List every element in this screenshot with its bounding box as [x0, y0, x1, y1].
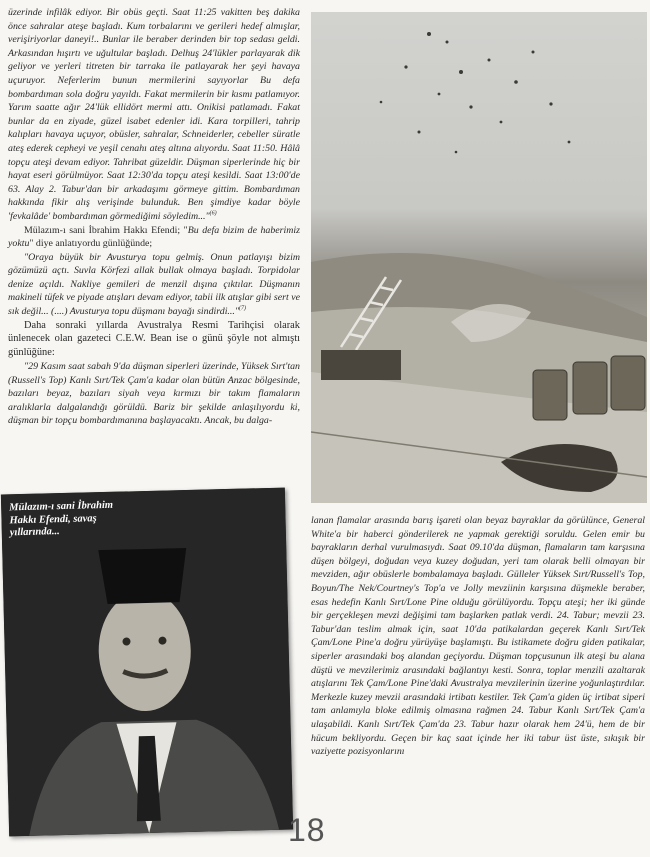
left-text-column [8, 6, 300, 428]
paragraph-intro-hakki: Mülazım-ı sani İbrahim Hakkı Efendi; "Bu defa bizim de haberimiz yoktu" diye anlatıyordu günlüğünde; [8, 224, 300, 250]
battlefield-photo [311, 12, 647, 503]
paragraph-diary-hakki: "Oraya büyük bir Avusturya topu gelmiş. Onun patlayışı bizim gözümüzü açtı. Suvla Körfezi allak bullak olmaya başladı. Torpidolar denize açıldı. Nakliye gemileri de menzil dışına çıktılar. Düşmanın makineli tüfek ve piyade atışları devam ediyor, tabii ilk atışlar gibi sert ve sık değil... (....) Avusturya topu düşmanı bayağı sindirdi..."$^{(7)}$ [8, 251, 300, 318]
page-number: 18 [288, 812, 326, 848]
portrait-caption: Mülazım-ı sani İbrahim Hakkı Efendi, savaş yıllarında... [9, 499, 114, 539]
paragraph-diary-1: üzerinde infilâk ediyor. Bir obüs geçti. Saat 11:25 vakitten beş dakika önce sahralar ateşe başladı. Kum torbalarını ve gerileri hedef almışlar, verişiriyorlar daneyi!.. Bunlar ile beraber derinden bir top sedası geldi. Arkasından hışırtı ve uğultular başladı. Delhuş 24'lükler parlayarak dik geliyor ve yerleri titreten bir tarraka ile patlayarak her şeyi havaya uçuruyor. Neferlerim bunun mermilerini sayıyorlar Bu defa bombardıman sola doğru yayıldı. Fakat mermilerin bir kısmı patlamıyor. Yarım saatte ağır 24'lük ellidört mermi attı. Onikisi patlamadı. Fakat bunlar da en ziyade, güzel isabet edenler idi. Kara torpilleri, tahrip kalıpları havaya uçuyor, obüsler, sahralar, Schneiderler, cebeller süratle ateş ederek cepheyi ve yeşil cenahı ateş altına alıyordu. Saat 11:50. Hâlâ topçu ateşi devam ediyor. Tahribat güzeldir. Düşman siperlerinde hiç bir hayat eseri görülmüyor. Saat 12:30'da topçu ateşi kesildi. Saat 13:00'de 63. Alay 2. Tabur'dan bir arkadaşımı görmeye gittim. Bombardıman hakkında fikir alış verişinde bulunduk. Ben şimdiye kadar böyle 'fevkalâde' bombardıman görmediğimi söyledim..."$^{(6)}$ [8, 7, 300, 222]
paragraph-diary-bean: "29 Kasım saat sabah 9'da düşman siperleri üzerinde, Yüksek Sırt'tan (Russell's Top) Kanlı Sırt/Tek Çam'a kadar olan bütün Anzac bölgesinde, bazıları beyaz, bazıları siyah veya kırmızı bir takım flamaların aralıklarla dalgalandığı görüldü. Bariz bir şekilde anlaşılıyordu ki, düşman bir topçu bombardımanına başlayacaktı. Ancak, bu dalga- [8, 361, 300, 427]
officer-portrait [1, 488, 293, 837]
battlefield-photo-drawing [311, 12, 647, 503]
footnote-ref: (7) [239, 305, 246, 312]
paragraph-diary-bean-continued: lanan flamalar arasında barış işareti olan beyaz bayraklar da görülünce, General White'a bir haberci gönderilerek ne yapmak gerektiği soruldu. Gelen emir bu bayrakların derhal vurulmasıydı. Saat 09.10'da düşman, flamaların tam karşısına düşen bölgeyi, doğudan veya kuzey doğudan, yeri tam olarak belli olmayan bir mevziden, ağır obüslerle bombalamaya başladı. Gülleler Yüksek Sırt/Russell's Top, Boyun/The Nek/Courtney's Top'a ve Jolly mevziinin karşısına düşmekle beraber, esas hedefin Kanlı Sırt/Lone Pine olduğu görülüyordu. Topçu ateşi; her iki günde bir gerçekleşen mevzi değişimi tam başlarken patlak verdi. 24. Tabur; mevzii 23. Tabur'dan teslim almak için, saat 10'da patikalardan geçerek Kanlı Sırt/Tek Çam/Lone Pine'a doğru yürüyüşe başlamıştı. Bu istikamete doğru giden patikalar, siperler arasındaki boş alandan geçiyordu. Düşman topçusunun ilk ateşi bu alana düştü ve mevzilerimiz arasındaki bağlantıyı kesti. Sonra, toplar menzili azaltarak atışlarını Tek Çam/Lone Pine'daki Avustralya mevzilerinin üzerine yoğunlaştırdılar. Merkezle kuzey mevzii arasındaki irtibatı kestiler. Tek Çam'a giden üç irtibat siperi tam anlamıyla bloke edilmiş olmasına rağmen 24. Tabur Kanlı Sırt/Tek Çam'a ulaşabildi. Kanlı Sırt/Tek Çam'da 23. Tabur hazır olarak hem 24'ü, hem de bir hücum bekliyordu. Geçen bir kaç saat içinde her iki tabur üst üste, sıkışık bir vaziyette pozisyonlarını [311, 515, 645, 758]
footnote-ref: (6) [209, 210, 217, 217]
right-text-column [311, 514, 645, 759]
officer-portrait-drawing [1, 488, 293, 837]
paragraph-intro-bean: Daha sonraki yıllarda Avustralya Resmi Tarihçisi olarak ünlenecek olan gazeteci C.E.W. Bean ise o günü şöyle not almıştı günlüğüne: [8, 319, 300, 359]
